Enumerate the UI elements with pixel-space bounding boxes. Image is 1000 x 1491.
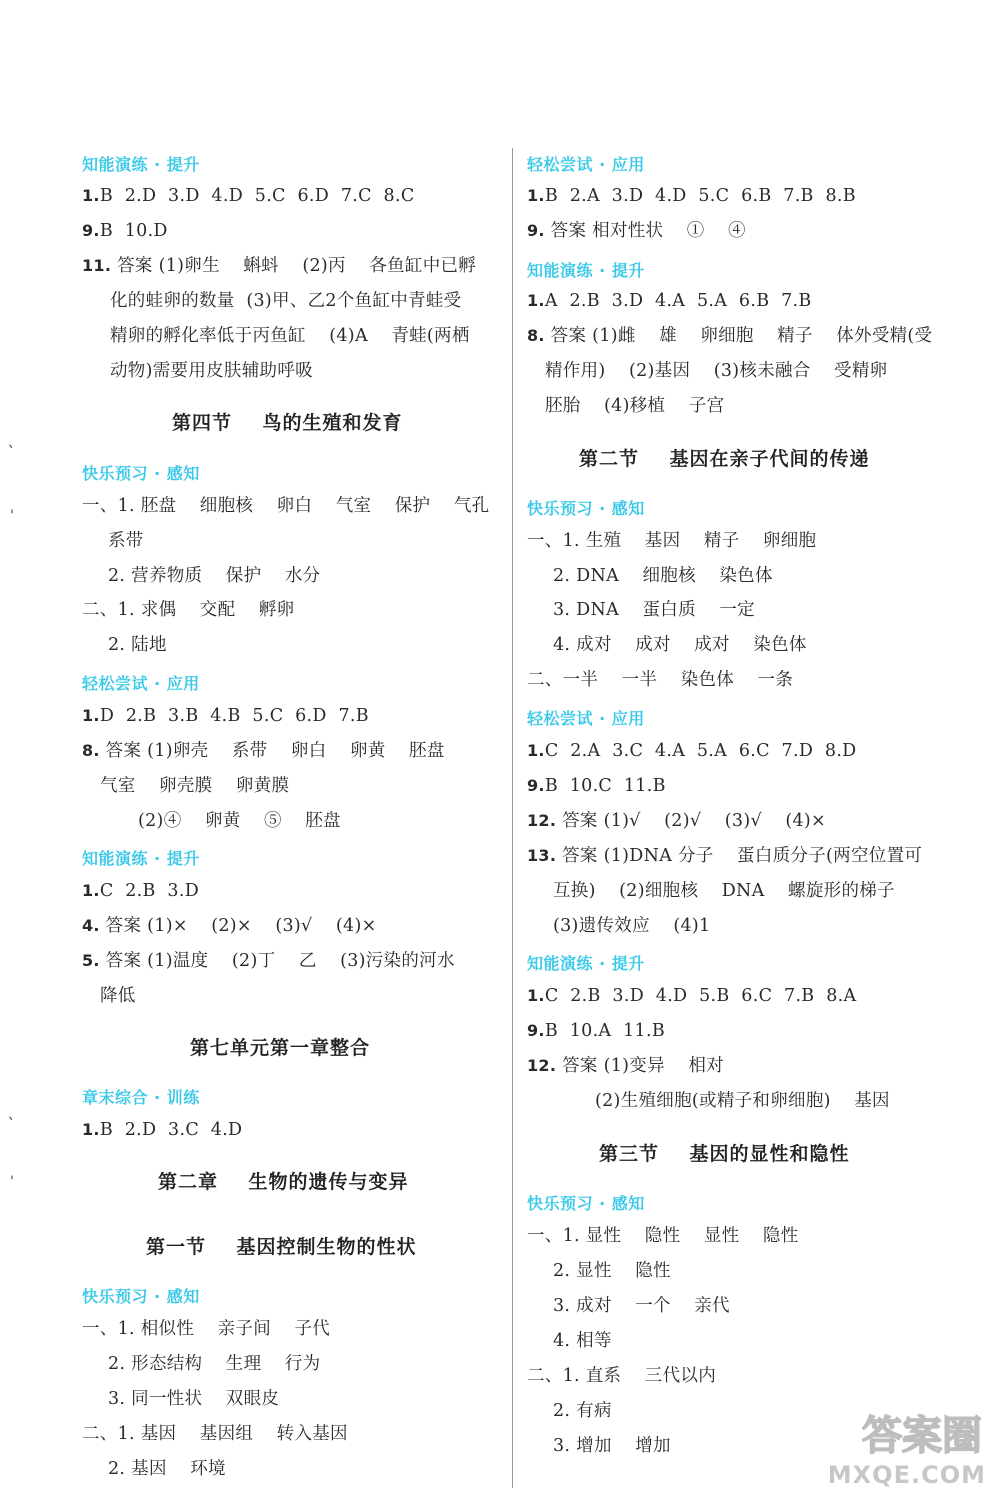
- answer-line: [527, 809, 826, 833]
- answer-text: 4. 相等: [553, 1331, 612, 1351]
- answer-line: [545, 394, 724, 418]
- answer-text: (2)④ 卵黄 ⑤ 胚盘: [138, 811, 341, 831]
- section-title: 第一节 基因控制生物的性状: [146, 1236, 417, 1258]
- answer-line: [527, 668, 793, 692]
- answer-text: 胚胎 (4)移植 子宫: [545, 396, 725, 416]
- answer-line: [82, 184, 415, 208]
- question-number: 9.: [527, 776, 545, 795]
- answer-text: 4. 成对 成对 成对 染色体: [553, 635, 807, 655]
- section-subheading: 知能演练 · 提升: [82, 155, 200, 174]
- answer-line: [545, 359, 887, 383]
- question-number: 13.: [527, 846, 557, 865]
- answer-text: 答案 (1)× (2)× (3)√ (4)×: [99, 916, 377, 936]
- question-number: 9.: [527, 1021, 545, 1040]
- answer-text: 二、1. 直系 三代以内: [527, 1366, 717, 1386]
- answer-line: [82, 1422, 348, 1446]
- answer-text: A 2.B 3.D 4.A 5.A 6.B 7.B: [544, 291, 812, 311]
- question-number: 9.: [82, 221, 100, 240]
- answer-text: 一、1. 胚盘 细胞核 卵白 气室 保护 气孔: [82, 496, 490, 516]
- answer-line: [527, 324, 932, 348]
- section-subheading: 轻松尝试 · 应用: [527, 155, 645, 174]
- answer-text: 答案 (1)卵生 蝌蚪 (2)丙 各鱼缸中已孵: [111, 256, 477, 276]
- section-subheading: 快乐预习 · 感知: [527, 1194, 645, 1213]
- answer-line: [553, 1259, 671, 1283]
- answer-line: [527, 739, 857, 763]
- answer-line: [527, 184, 856, 208]
- answer-line: [82, 739, 445, 763]
- answer-text: (3)遗传效应 (4)1: [553, 916, 711, 936]
- answer-text: C 2.B 3.D 4.D 5.B 6.C 7.B 8.A: [544, 986, 857, 1006]
- answer-line: [553, 598, 755, 622]
- answer-line: [108, 1457, 226, 1481]
- margin-mark: ': [10, 508, 14, 524]
- section-subheading: 轻松尝试 · 应用: [82, 674, 200, 693]
- answer-text: 答案 (1)雌 雄 卵细胞 精子 体外受精(受: [544, 326, 933, 346]
- answer-text: 动物)需要用皮肤辅助呼吸: [110, 361, 313, 381]
- answer-text: 2. 陆地: [108, 635, 167, 655]
- answer-text: 答案 相对性状 ① ④: [544, 221, 746, 241]
- section-subheading: 快乐预习 · 感知: [82, 464, 200, 483]
- answer-text: B 2.D 3.D 4.D 5.C 6.D 7.C 8.C: [99, 186, 415, 206]
- answer-text: 答案 (1)√ (2)√ (3)√ (4)×: [556, 811, 826, 831]
- answer-line: [527, 844, 922, 868]
- answer-text: 答案 (1)卵壳 系带 卵白 卵黄 胚盘: [99, 741, 445, 761]
- answer-line: [108, 633, 167, 657]
- answer-line: [553, 1294, 730, 1318]
- question-number: 1.: [527, 186, 545, 205]
- answer-text: 一、1. 相似性 亲子间 子代: [82, 1319, 331, 1339]
- answer-line: [553, 1329, 612, 1353]
- question-number: 11.: [82, 256, 112, 275]
- answer-text: B 10.C 11.B: [544, 776, 666, 796]
- question-number: 1.: [82, 1120, 100, 1139]
- answer-text: 一、1. 生殖 基因 精子 卵细胞: [527, 531, 817, 551]
- answer-text: B 2.D 3.C 4.D: [99, 1120, 243, 1140]
- section-subheading: 快乐预习 · 感知: [82, 1287, 200, 1306]
- question-number: 8.: [82, 741, 100, 760]
- answer-text: 气室 卵壳膜 卵黄膜: [100, 776, 290, 796]
- section-title: 第二节 基因在亲子代间的传递: [579, 448, 870, 470]
- answer-text: 精作用) (2)基因 (3)核未融合 受精卵: [545, 361, 888, 381]
- question-number: 1.: [527, 986, 545, 1005]
- answer-line: [82, 704, 369, 728]
- answer-text: 3. 同一性状 双眼皮: [108, 1389, 280, 1409]
- question-number: 8.: [527, 326, 545, 345]
- answer-text: D 2.B 3.B 4.B 5.C 6.D 7.B: [99, 706, 369, 726]
- question-number: 1.: [82, 186, 100, 205]
- question-number: 5.: [82, 951, 100, 970]
- answer-text: 2. 营养物质 保护 水分: [108, 566, 321, 586]
- answer-text: 答案 (1)温度 (2)丁 乙 (3)污染的河水: [99, 951, 455, 971]
- answer-line: [110, 359, 313, 383]
- answer-line: [527, 219, 746, 243]
- answer-line: [82, 879, 199, 903]
- answer-text: C 2.A 3.C 4.A 5.A 6.C 7.D 8.D: [544, 741, 857, 761]
- section-title: 第二章 生物的遗传与变异: [158, 1171, 409, 1193]
- section-subheading: 知能演练 · 提升: [527, 261, 645, 280]
- answer-text: 答案 (1)变异 相对: [556, 1056, 724, 1076]
- answer-text: 一、1. 显性 隐性 显性 隐性: [527, 1226, 799, 1246]
- answer-line: [100, 984, 136, 1008]
- answer-text: 3. 成对 一个 亲代: [553, 1296, 730, 1316]
- answer-line: [82, 914, 377, 938]
- section-subheading: 轻松尝试 · 应用: [527, 709, 645, 728]
- margin-mark: 、: [8, 435, 22, 451]
- answer-text: 2. 基因 环境: [108, 1459, 226, 1479]
- answer-line: [553, 879, 895, 903]
- answer-line: [553, 914, 710, 938]
- question-number: 1.: [527, 291, 545, 310]
- answer-line: [527, 289, 812, 313]
- answer-line: [527, 1224, 799, 1248]
- answer-line: [110, 289, 461, 313]
- answer-line: [527, 1019, 665, 1043]
- answer-text: 2. 形态结构 生理 行为: [108, 1354, 321, 1374]
- answer-line: [82, 1317, 330, 1341]
- answer-text: 系带: [108, 531, 144, 551]
- question-number: 12.: [527, 1056, 557, 1075]
- answer-line: [108, 1387, 279, 1411]
- answer-line: [527, 1364, 716, 1388]
- answer-line: [110, 324, 470, 348]
- answer-text: B 2.A 3.D 4.D 5.C 6.B 7.B 8.B: [544, 186, 856, 206]
- answer-line: [82, 1118, 242, 1142]
- question-number: 1.: [82, 706, 100, 725]
- answer-text: 2. DNA 细胞核 染色体: [553, 566, 773, 586]
- answer-line: [82, 219, 168, 243]
- section-subheading: 知能演练 · 提升: [527, 954, 645, 973]
- answer-line: [82, 598, 294, 622]
- answer-line: [527, 1054, 724, 1078]
- answer-line: [100, 774, 289, 798]
- section-title: 第三节 基因的显性和隐性: [599, 1143, 850, 1165]
- answer-text: C 2.B 3.D: [99, 881, 200, 901]
- answer-text: 2. 有病: [553, 1401, 612, 1421]
- answer-line: [527, 529, 816, 553]
- answer-line: [108, 1352, 320, 1376]
- question-number: 12.: [527, 811, 557, 830]
- answer-text: 化的蛙卵的数量 (3)甲、乙2个鱼缸中青蛙受: [110, 291, 462, 311]
- watermark-bottom: MXQE.COM: [827, 1461, 986, 1489]
- answer-text: 3. 增加 增加: [553, 1436, 671, 1456]
- watermark-top: 答案圈: [862, 1413, 982, 1459]
- answer-text: 互换) (2)细胞核 DNA 螺旋形的梯子: [553, 881, 895, 901]
- answer-line: [527, 984, 856, 1008]
- answer-text: 二、1. 基因 基因组 转入基因: [82, 1424, 348, 1444]
- question-number: 1.: [82, 881, 100, 900]
- answer-text: 降低: [100, 986, 136, 1006]
- answer-line: [82, 949, 455, 973]
- question-number: 4.: [82, 916, 100, 935]
- section-title: 第七单元第一章整合: [190, 1037, 371, 1059]
- answer-text: (2)生殖细胞(或精子和卵细胞) 基因: [595, 1091, 890, 1111]
- column-divider: [512, 148, 513, 1488]
- margin-mark: ': [10, 1174, 14, 1190]
- question-number: 9.: [527, 221, 545, 240]
- answer-text: B 10.D: [99, 221, 168, 241]
- section-subheading: 快乐预习 · 感知: [527, 499, 645, 518]
- section-subheading: 知能演练 · 提升: [82, 849, 200, 868]
- answer-line: [553, 1434, 671, 1458]
- section-subheading: 章末综合 · 训练: [82, 1088, 200, 1107]
- answer-text: 二、一半 一半 染色体 一条: [527, 670, 794, 690]
- answer-line: [108, 564, 320, 588]
- answer-text: 2. 显性 隐性: [553, 1261, 671, 1281]
- answer-line: [108, 529, 144, 553]
- answer-line: [595, 1089, 890, 1113]
- answer-line: [82, 254, 476, 278]
- answer-line: [527, 774, 666, 798]
- answer-text: 答案 (1)DNA 分子 蛋白质分子(两空位置可: [556, 846, 923, 866]
- answer-text: B 10.A 11.B: [544, 1021, 665, 1041]
- answer-line: [553, 1399, 612, 1423]
- answer-text: 3. DNA 蛋白质 一定: [553, 600, 755, 620]
- answer-line: [138, 809, 341, 833]
- answer-line: [553, 564, 773, 588]
- margin-mark: 、: [8, 1107, 22, 1123]
- answer-text: 二、1. 求偶 交配 孵卵: [82, 600, 295, 620]
- watermark-logo: [802, 1404, 992, 1489]
- question-number: 1.: [527, 741, 545, 760]
- answer-line: [82, 494, 489, 518]
- answer-text: 精卵的孵化率低于丙鱼缸 (4)A 青蛙(两栖: [110, 326, 470, 346]
- section-title: 第四节 鸟的生殖和发育: [172, 412, 403, 434]
- answer-line: [553, 633, 807, 657]
